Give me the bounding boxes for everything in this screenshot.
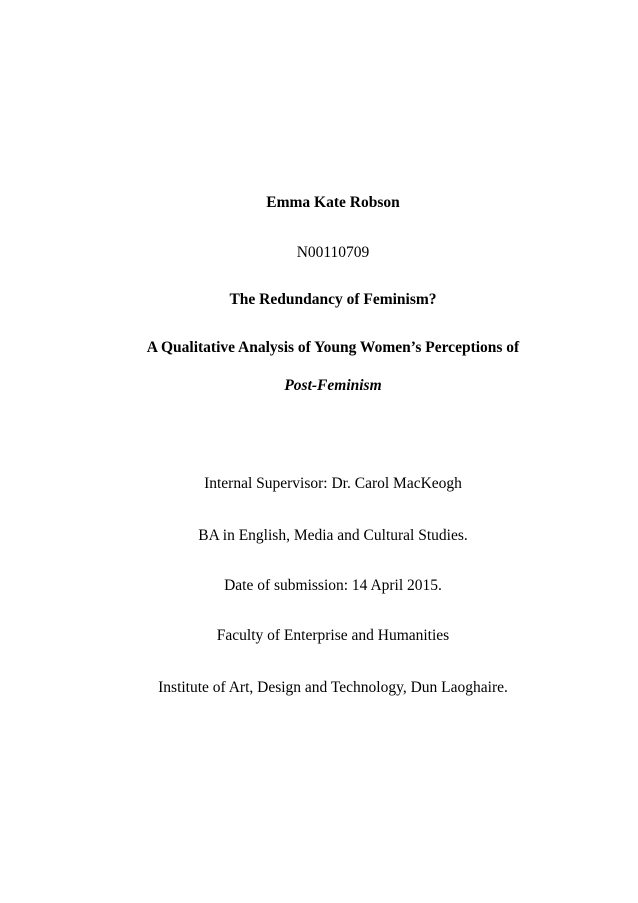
author-name: Emma Kate Robson xyxy=(266,194,400,211)
thesis-subtitle-line-1: A Qualitative Analysis of Young Women’s Perceptions of xyxy=(146,339,520,356)
student-id: N00110709 xyxy=(296,244,370,261)
supervisor-line: Internal Supervisor: Dr. Carol MacKeogh xyxy=(204,475,462,492)
faculty-line: Faculty of Enterprise and Humanities xyxy=(216,627,450,644)
thesis-title: The Redundancy of Feminism? xyxy=(229,291,437,308)
submission-date-line: Date of submission: 14 April 2015. xyxy=(224,577,442,594)
institute-line: Institute of Art, Design and Technology, Dun Laoghaire. xyxy=(158,679,508,696)
thesis-subtitle-line-2: Post-Feminism xyxy=(284,377,382,394)
degree-line: BA in English, Media and Cultural Studies. xyxy=(198,527,468,544)
